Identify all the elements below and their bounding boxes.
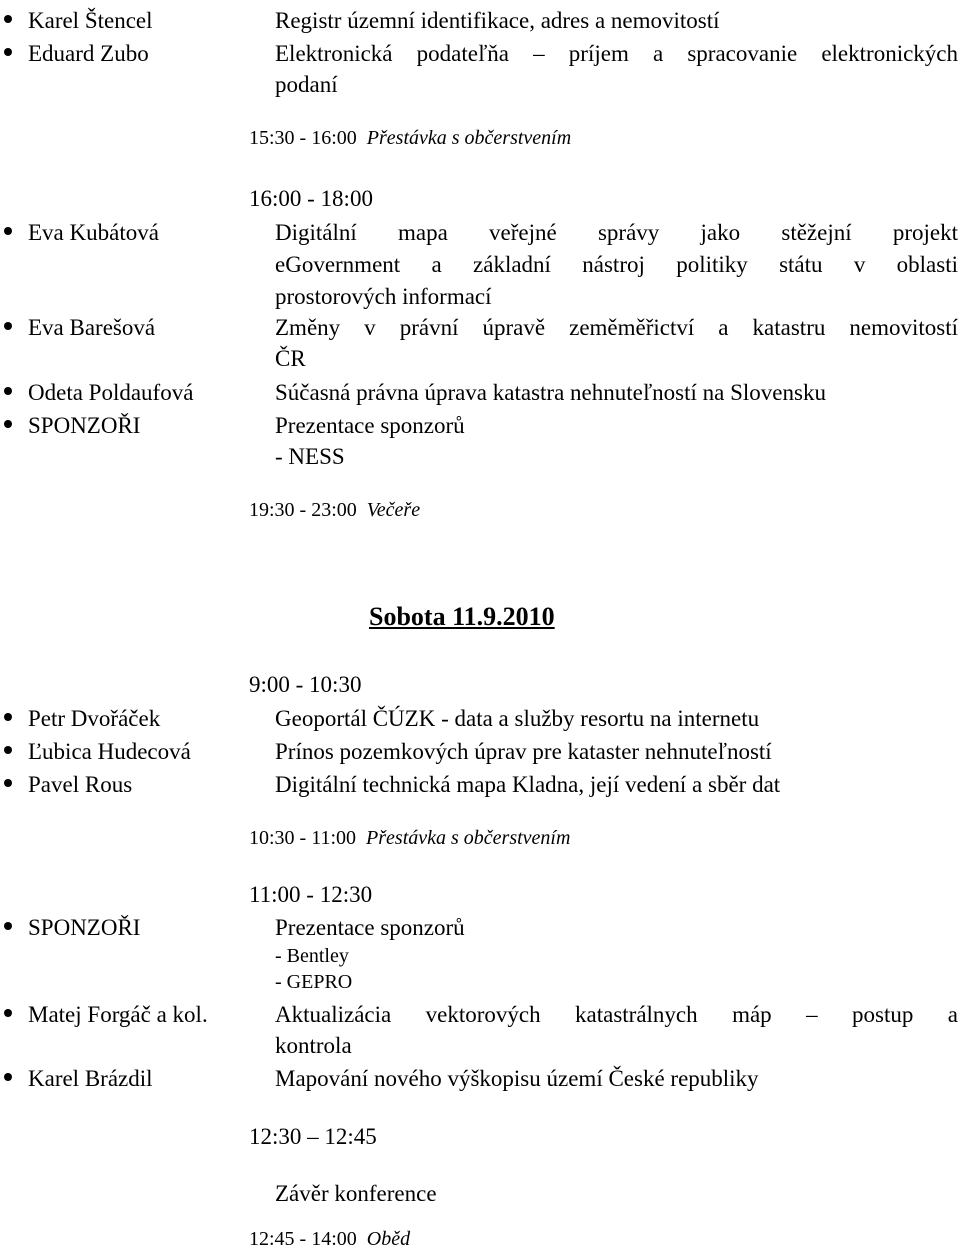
talk-title-cont: kontrola (275, 1033, 352, 1058)
speaker-name: Petr Dvořáček (28, 706, 161, 731)
break-row (249, 827, 570, 850)
talk-title-cont: prostorových informací (275, 284, 492, 309)
break-time: 10:30 - 11:00 (249, 827, 357, 849)
bullet (4, 1073, 12, 1081)
speaker-name: Pavel Rous (28, 772, 133, 797)
talk-title: Digitální mapa veřejné správy jako stěžejní projekt (275, 220, 958, 245)
closing-label: Závěr konference (275, 1181, 437, 1206)
talk-title: Elektronická podateľňa – príjem a spracovanie elektronických (275, 41, 958, 66)
talk-title: Změny v právní úpravě zeměměřictví a katastru nemovitostí (275, 315, 958, 340)
talk-title: Mapování nového výškopisu území České republiky (275, 1066, 759, 1091)
bullet (4, 746, 12, 754)
talk-title: Prínos pozemkových úprav pre kataster nehnuteľností (275, 739, 772, 764)
speaker-name: SPONZOŘI (28, 915, 141, 940)
bullet (4, 713, 12, 721)
break-label: Přestávka s občerstvením (366, 827, 571, 849)
talk-title-cont: ČR (275, 346, 306, 371)
speaker-name: Odeta Poldaufová (28, 380, 194, 405)
bullet (4, 15, 12, 23)
bullet (4, 420, 12, 428)
speaker-name: Karel Brázdil (28, 1066, 153, 1091)
lunch-time: 12:45 - 14:00 (249, 1228, 357, 1250)
bullet (4, 1009, 12, 1017)
session-time: 9:00 - 10:30 (249, 672, 362, 697)
bullet (4, 227, 12, 235)
talk-title: Súčasná právna úprava katastra nehnuteľností na Slovensku (275, 380, 826, 405)
break-label: Přestávka s občerstvením (366, 127, 572, 149)
talk-title: Geoportál ČÚZK - data a služby resortu na internetu (275, 706, 760, 731)
speaker-name: SPONZOŘI (28, 413, 141, 438)
bullet (4, 48, 12, 56)
closing-time: 12:30 – 12:45 (249, 1124, 377, 1149)
speaker-name: Ľubica Hudecová (28, 739, 191, 764)
talk-title: Registr územní identifikace, adres a nemovitostí (275, 8, 720, 33)
bullet (4, 322, 12, 330)
break-row (249, 127, 571, 150)
bullet (4, 779, 12, 787)
speaker-name: Karel Štencel (28, 8, 153, 33)
talk-title: Prezentace sponzorů (275, 915, 465, 940)
talk-title-cont: eGovernment a základní nástroj politiky státu v oblasti (275, 252, 958, 277)
day-heading: Sobota 11.9.2010 (369, 602, 555, 631)
talk-title: Digitální technická mapa Kladna, její vedení a sběr dat (275, 772, 781, 797)
bullet (4, 387, 12, 395)
speaker-name: Eva Kubátová (28, 220, 159, 245)
talk-title: Aktualizácia vektorových katastrálnych máp – postup a (275, 1002, 958, 1027)
dinner-row (249, 499, 420, 522)
speaker-name: Matej Forgáč a kol. (28, 1002, 208, 1027)
talk-title-cont: podaní (275, 72, 338, 97)
speaker-name: Eva Barešová (28, 315, 156, 340)
session-time: 16:00 - 18:00 (249, 186, 373, 211)
speaker-name: Eduard Zubo (28, 41, 149, 66)
dinner-label: Večeře (366, 499, 421, 521)
lunch-label: Oběd (366, 1228, 411, 1250)
session-time: 11:00 - 12:30 (249, 882, 373, 907)
dinner-time: 19:30 - 23:00 (249, 499, 357, 521)
sponsor-item: - NESS (275, 444, 345, 469)
sponsor-item: - GEPRO (275, 971, 353, 993)
break-time: 15:30 - 16:00 (249, 127, 357, 149)
talk-title: Prezentace sponzorů (275, 413, 465, 438)
lunch-row (249, 1228, 410, 1251)
bullet (4, 922, 12, 930)
sponsor-item: - Bentley (275, 945, 349, 967)
